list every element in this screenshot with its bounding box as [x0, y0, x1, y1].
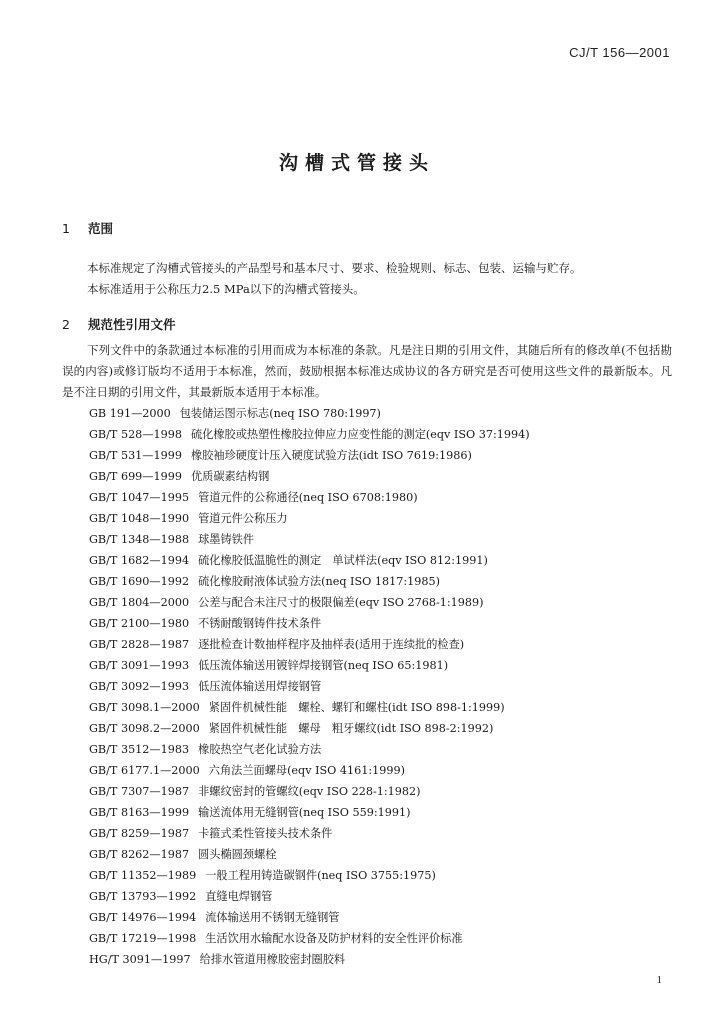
reference-item [89, 424, 679, 445]
reference-code: GB/T 13793—1992 [89, 890, 197, 903]
reference-item [89, 928, 679, 949]
reference-code: GB/T 6177.1—2000 [89, 764, 200, 777]
reference-title: 一般工程用铸造碳钢件(neq ISO 3755:1975) [205, 869, 436, 882]
reference-code: GB/T 3512—1983 [89, 743, 190, 756]
reference-title: 输送流体用无缝钢管(neq ISO 559:1991) [198, 806, 411, 819]
reference-title: 紧固件机械性能 螺栓、螺钉和螺柱(idt ISO 898-1:1999) [208, 701, 505, 714]
reference-item [89, 802, 679, 823]
document-title: 沟槽式管接头 [278, 152, 435, 174]
reference-title: 包装储运图示标志(neq ISO 780:1997) [179, 407, 381, 420]
reference-item [89, 781, 679, 802]
reference-item [89, 865, 679, 886]
reference-title: 硫化橡胶或热塑性橡胶拉伸应力应变性能的测定(eqv ISO 37:1994) [190, 428, 530, 441]
reference-item [89, 466, 679, 487]
reference-item [89, 445, 679, 466]
reference-title: 非螺纹密封的管螺纹(eqv ISO 228-1:1982) [198, 785, 421, 798]
reference-code: GB/T 1690—1992 [89, 575, 190, 588]
reference-title: 管道元件公称压力 [198, 512, 288, 525]
reference-item [89, 529, 679, 550]
reference-item [89, 907, 679, 928]
paragraph: 本标准适用于公称压力2.5 MPa以下的沟槽式管接头。 [87, 282, 365, 296]
reference-code: GB/T 17219—1998 [89, 932, 197, 945]
reference-code: HG/T 3091—1997 [89, 953, 191, 966]
reference-title: 卡箍式柔性管接头技术条件 [198, 827, 333, 840]
reference-code: GB/T 1682—1994 [89, 554, 190, 567]
reference-code: GB/T 14976—1994 [89, 911, 197, 924]
reference-code: GB/T 8259—1987 [89, 827, 190, 840]
paragraph: 下列文件中的条款通过本标准的引用而成为本标准的条款。凡是注日期的引用文件，其随后所有的修改单(不包括勘误的内容)或修订版均不适用于本标准，然而，鼓励根据本标准达成协议的各方研究是否可使用这些文件的最新版本。凡是不注日期的引用文件，其最新版本适用于本标准。 [62, 343, 672, 399]
section-number: 1 [62, 221, 70, 236]
section-1-heading [62, 219, 113, 237]
reference-code: GB/T 11352—1989 [89, 869, 197, 882]
reference-title: 给排水管道用橡胶密封圈胶料 [199, 953, 346, 966]
reference-code: GB/T 3091—1993 [89, 659, 190, 672]
reference-title: 橡胶袖珍硬度计压入硬度试验方法(idt ISO 7619:1986) [190, 449, 472, 462]
reference-code: GB/T 3092—1993 [89, 680, 190, 693]
standard-code: CJ/T 156—2001 [569, 45, 670, 60]
reference-code: GB/T 2100—1980 [89, 617, 190, 630]
reference-code: GB/T 699—1999 [89, 470, 182, 483]
reference-item [89, 676, 679, 697]
reference-title: 流体输送用不锈钢无缝钢管 [205, 911, 340, 924]
reference-title: 紧固件机械性能 螺母 粗牙螺纹(idt ISO 898-2:1992) [208, 722, 494, 735]
reference-title: 生活饮用水输配水设备及防护材料的安全性评价标准 [205, 932, 463, 945]
reference-title: 公差与配合未注尺寸的极限偏差(eqv ISO 2768-1:1989) [198, 596, 484, 609]
reference-code: GB/T 528—1998 [89, 428, 182, 441]
reference-title: 六角法兰面螺母(eqv ISO 4161:1999) [208, 764, 405, 777]
reference-code: GB/T 1348—1988 [89, 533, 190, 546]
reference-item [89, 592, 679, 613]
reference-item [89, 739, 679, 760]
reference-code: GB/T 7307—1987 [89, 785, 190, 798]
reference-code: GB/T 1047—1995 [89, 491, 190, 504]
reference-title: 球墨铸铁件 [198, 533, 255, 546]
reference-item [89, 508, 679, 529]
reference-item [89, 550, 679, 571]
reference-item [89, 697, 679, 718]
reference-code: GB 191—2000 [89, 407, 171, 420]
reference-item [89, 718, 679, 739]
reference-code: GB/T 531—1999 [89, 449, 182, 462]
reference-item [89, 886, 679, 907]
reference-item [89, 571, 679, 592]
reference-title: 不锈耐酸钢铸件技术条件 [198, 617, 322, 630]
reference-title: 逐批检查计数抽样程序及抽样表(适用于连续批的检查) [198, 638, 465, 651]
reference-title: 低压流体输送用焊接钢管 [198, 680, 322, 693]
reference-title: 硫化橡胶低温脆性的测定 单试样法(eqv ISO 812:1991) [198, 554, 488, 567]
page-number: 1 [656, 974, 662, 986]
reference-item [89, 403, 679, 424]
reference-item [89, 655, 679, 676]
reference-code: GB/T 3098.2—2000 [89, 722, 200, 735]
reference-code: GB/T 8262—1987 [89, 848, 190, 861]
reference-item [89, 823, 679, 844]
reference-title: 直缝电焊钢管 [205, 890, 273, 903]
reference-item [89, 949, 679, 970]
reference-title: 优质碳素结构钢 [190, 470, 270, 483]
reference-list [89, 403, 679, 970]
reference-item [89, 760, 679, 781]
reference-title: 圆头椭圆颈螺栓 [198, 848, 277, 861]
section-number: 2 [62, 317, 70, 332]
reference-item [89, 634, 679, 655]
reference-code: GB/T 1048—1990 [89, 512, 190, 525]
reference-title: 硫化橡胶耐液体试验方法(neq ISO 1817:1985) [198, 575, 440, 588]
reference-title: 橡胶热空气老化试验方法 [198, 743, 322, 756]
reference-code: GB/T 1804—2000 [89, 596, 190, 609]
reference-title: 低压流体输送用镀锌焊接钢管(neq ISO 65:1981) [198, 659, 449, 672]
reference-title: 管道元件的公称通径(neq ISO 6708:1980) [198, 491, 418, 504]
reference-item [89, 613, 679, 634]
reference-item [89, 844, 679, 865]
reference-code: GB/T 3098.1—2000 [89, 701, 200, 714]
section-title: 规范性引用文件 [88, 317, 176, 332]
paragraph: 本标准规定了沟槽式管接头的产品型号和基本尺寸、要求、检验规则、标志、包装、运输与贮存。 [87, 261, 582, 275]
reference-code: GB/T 2828—1987 [89, 638, 190, 651]
section-title: 范围 [88, 221, 114, 236]
reference-item [89, 487, 679, 508]
reference-code: GB/T 8163—1999 [89, 806, 190, 819]
section-2-heading [62, 315, 176, 333]
